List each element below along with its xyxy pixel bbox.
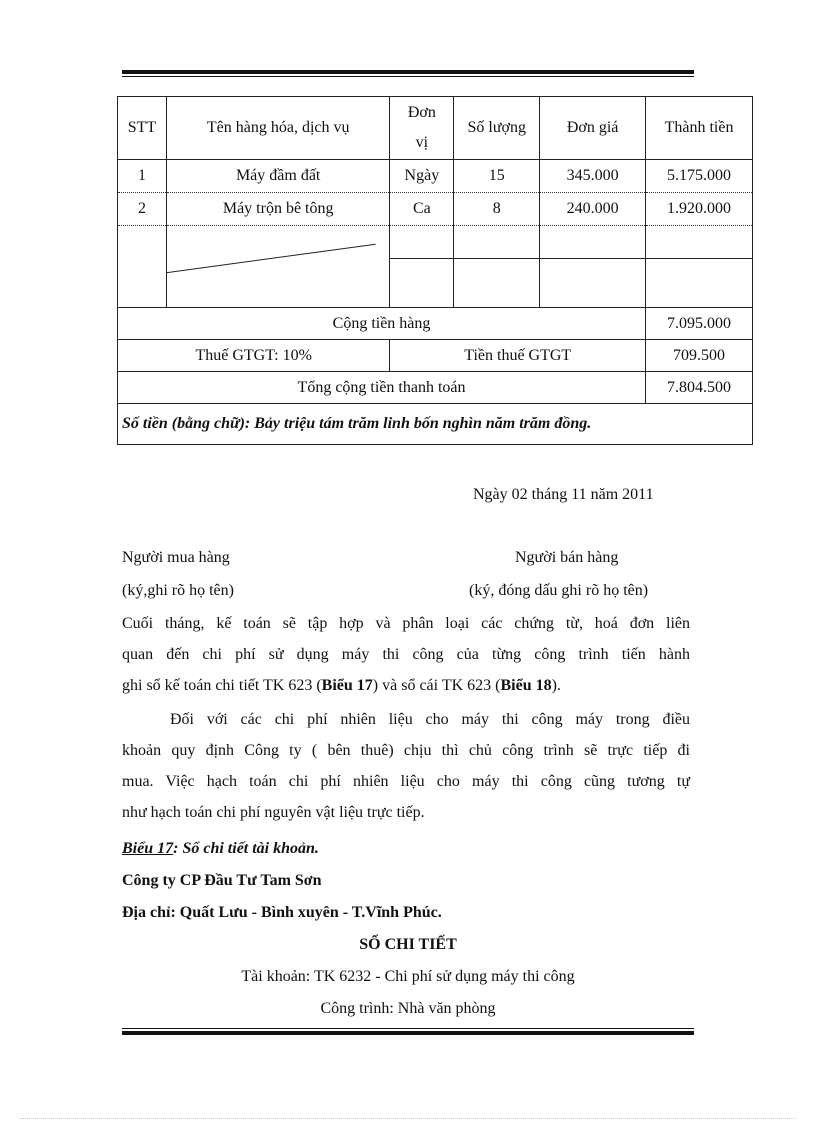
paragraph-line: Đối với các chi phí nhiên liệu cho máy thi công máy trong điều (170, 711, 690, 728)
amount-in-words-row (118, 404, 753, 445)
strike-through-cell (166, 226, 389, 308)
cell-stt: 2 (118, 193, 167, 226)
header-amount: Thành tiền (646, 97, 753, 160)
table-row (118, 193, 753, 226)
ledger-title: SỔ CHI TIẾT (359, 936, 457, 953)
top-double-rule (122, 70, 694, 77)
cell-unit: Ca (390, 193, 454, 226)
cell-price: 240.000 (540, 193, 646, 226)
cell-name: Máy đầm đất (166, 160, 389, 193)
cell-stt: 1 (118, 160, 167, 193)
subtotal-label: Cộng tiền hàng (118, 308, 646, 340)
total-row (118, 372, 753, 404)
cell-unit: Ngày (390, 160, 454, 193)
cell-qty: 15 (454, 160, 540, 193)
cell-name: Máy trộn bê tông (166, 193, 389, 226)
vat-rate-label: Thuế GTGT: 10% (118, 340, 390, 372)
bottom-double-rule (122, 1026, 694, 1035)
table-row (118, 160, 753, 193)
reference-bieu-17: Biểu 17 (321, 677, 373, 694)
paragraph-line (122, 670, 690, 701)
header-stt: STT (118, 97, 167, 160)
ledger-caption (122, 839, 319, 859)
cell-amount: 1.920.000 (646, 193, 753, 226)
cell-price: 345.000 (540, 160, 646, 193)
subtotal-row (118, 308, 753, 340)
amount-in-words: Số tiền (bằng chữ): Bảy triệu tám trăm linh bốn nghìn năm trăm đồng. (118, 404, 753, 445)
buyer-title: Người mua hàng (122, 549, 230, 566)
invoice-table (117, 96, 753, 445)
text-run: ). (551, 677, 561, 694)
cell-qty: 8 (454, 193, 540, 226)
caption-label: Biểu 17 (122, 840, 174, 857)
header-price: Đơn giá (540, 97, 646, 160)
header-unit-line2: vị (415, 134, 429, 151)
header-unit (390, 97, 454, 160)
paragraph-line: quan đến chi phí sử dụng máy thi công của từng công trình tiến hành (122, 646, 690, 663)
subtotal-value: 7.095.000 (646, 308, 753, 340)
paragraph-line: khoản quy định Công ty ( bên thuê) chịu thì chủ công trình sẽ trực tiếp đi (122, 742, 690, 759)
cell-amount: 5.175.000 (646, 160, 753, 193)
page-edge (20, 1118, 796, 1119)
text-run: ghi sổ kế toán chi tiết TK 623 ( (122, 677, 322, 694)
ledger-account: Tài khoản: TK 6232 - Chi phí sử dụng máy thi công (241, 968, 575, 985)
vat-amount-label: Tiền thuế GTGT (390, 340, 646, 372)
company-address: Địa chỉ: Quất Lưu - Bình xuyên - T.Vĩnh Phúc. (122, 904, 442, 921)
reference-bieu-18: Biểu 18 (500, 677, 552, 694)
vat-row (118, 340, 753, 372)
paragraph-fuel-costs (122, 704, 690, 828)
invoice-date: Ngày 02 tháng 11 năm 2011 (473, 486, 654, 503)
empty-row (118, 226, 753, 259)
header-unit-line1: Đơn (407, 104, 436, 121)
seller-note: (ký, đóng dấu ghi rõ họ tên) (469, 582, 649, 599)
text-run: ) và sổ cái TK 623 ( (372, 677, 501, 694)
vat-amount-value: 709.500 (646, 340, 753, 372)
buyer-note: (ký,ghi rõ họ tên) (122, 582, 234, 599)
table-header-row (118, 97, 753, 160)
header-qty: Số lượng (454, 97, 540, 160)
total-label: Tổng cộng tiền thanh toán (118, 372, 646, 404)
paragraph-monthly-summary (122, 608, 690, 701)
seller-title: Người bán hàng (515, 549, 619, 566)
paragraph-line: mua. Việc hạch toán chi phí nhiên liệu cho máy thi công cũng tương tự (122, 773, 690, 790)
paragraph-line: Cuối tháng, kế toán sẽ tập hợp và phân loại các chứng từ, hoá đơn liên (122, 615, 690, 632)
paragraph-line: như hạch toán chi phí nguyên vật liệu trực tiếp. (122, 804, 425, 821)
company-name: Công ty CP Đầu Tư Tam Sơn (122, 872, 322, 889)
diagonal-strike-line (167, 226, 389, 307)
ledger-project: Công trình: Nhà văn phòng (320, 1000, 496, 1017)
header-name: Tên hàng hóa, dịch vụ (166, 97, 389, 160)
total-value: 7.804.500 (646, 372, 753, 404)
caption-rest: : Sổ chi tiết tài khoản. (173, 840, 319, 857)
